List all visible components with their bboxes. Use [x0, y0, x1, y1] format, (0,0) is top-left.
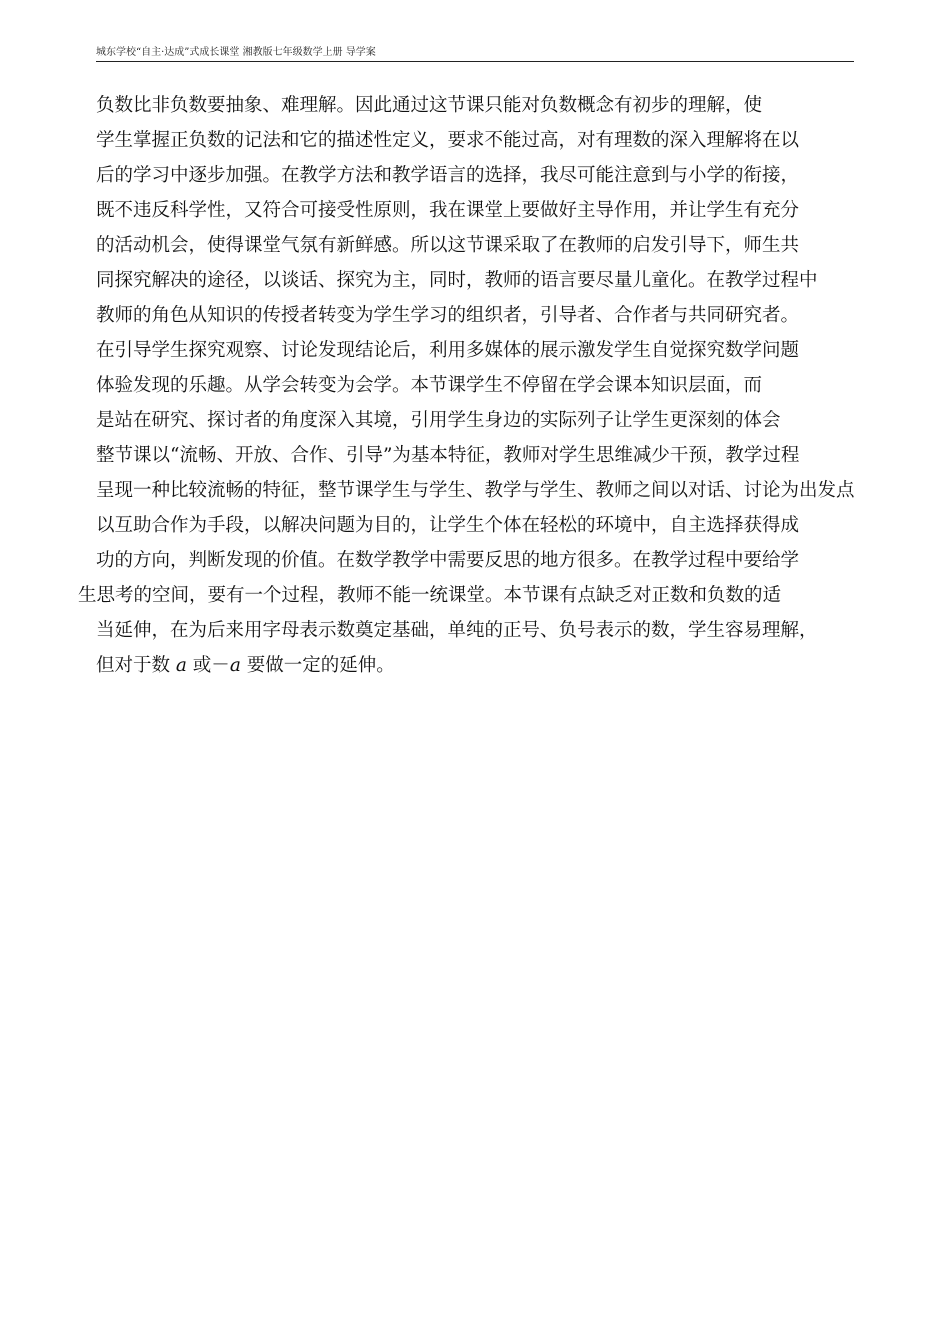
text-line-15: 生思考的空间，要有一个过程，教师不能一统课堂。本节课有点缺乏对正数和负数的适	[78, 585, 782, 606]
text-line-17	[96, 648, 856, 683]
text-line-11: 整节课以“流畅、开放、合作、引导”为基本特征，教师对学生思维减少干预，教学过程	[96, 445, 800, 466]
text-line-2: 学生掌握正负数的记法和它的描述性定义，要求不能过高，对有理数的深入理解将在以	[96, 130, 800, 151]
last-line-before: 但对于数	[96, 655, 176, 676]
text-line-7: 教师的角色从知识的传授者转变为学生学习的组织者，引导者、合作者与共同研究者。	[96, 305, 800, 326]
text-line-6: 同探究解决的途径，以谈话、探究为主，同时，教师的语言要尽量儿童化。在教学过程中	[96, 270, 818, 291]
text-line-3: 后的学习中逐步加强。在教学方法和教学语言的选择，我尽可能注意到与小学的衔接，	[96, 165, 800, 186]
text-line-8: 在引导学生探究观察、讨论发现结论后，利用多媒体的展示激发学生自觉探究数学问题	[96, 340, 800, 361]
text-line-13: 以互助合作为手段，以解决问题为目的，让学生个体在轻松的环境中，自主选择获得成	[96, 515, 800, 536]
body-paragraph	[78, 88, 856, 683]
header-text: 城东学校“自主·达成”式成长课堂 湘教版七年级数学上册 导学案	[96, 47, 376, 58]
last-line-middle: 或－	[186, 655, 230, 676]
text-line-10: 是站在研究、探讨者的角度深入其境，引用学生身边的实际列子让学生更深刻的体会	[96, 410, 781, 431]
text-line-4: 既不违反科学性，又符合可接受性原则，我在课堂上要做好主导作用，并让学生有充分	[96, 200, 800, 221]
text-line-5: 的活动机会，使得课堂气氛有新鲜感。所以这节课采取了在教师的启发引导下，师生共	[96, 235, 800, 256]
text-line-16: 当延伸，在为后来用字母表示数奠定基础，单纯的正号、负号表示的数，学生容易理解，	[96, 620, 818, 641]
text-line-9: 体验发现的乐趣。从学会转变为会学。本节课学生不停留在学会课本知识层面，而	[96, 375, 763, 396]
last-line-after: 要做一定的延伸。	[240, 655, 395, 676]
variable-neg-a: a	[229, 655, 241, 676]
variable-a: a	[175, 655, 187, 676]
text-line-12: 呈现一种比较流畅的特征，整节课学生与学生、教学与学生、教师之间以对话、讨论为出发点	[96, 480, 855, 501]
text-line-1: 负数比非负数要抽象、难理解。因此通过这节课只能对负数概念有初步的理解，使	[96, 95, 763, 116]
page-header	[96, 47, 854, 62]
text-line-14: 功的方向，判断发现的价值。在数学教学中需要反思的地方很多。在教学过程中要给学	[96, 550, 800, 571]
